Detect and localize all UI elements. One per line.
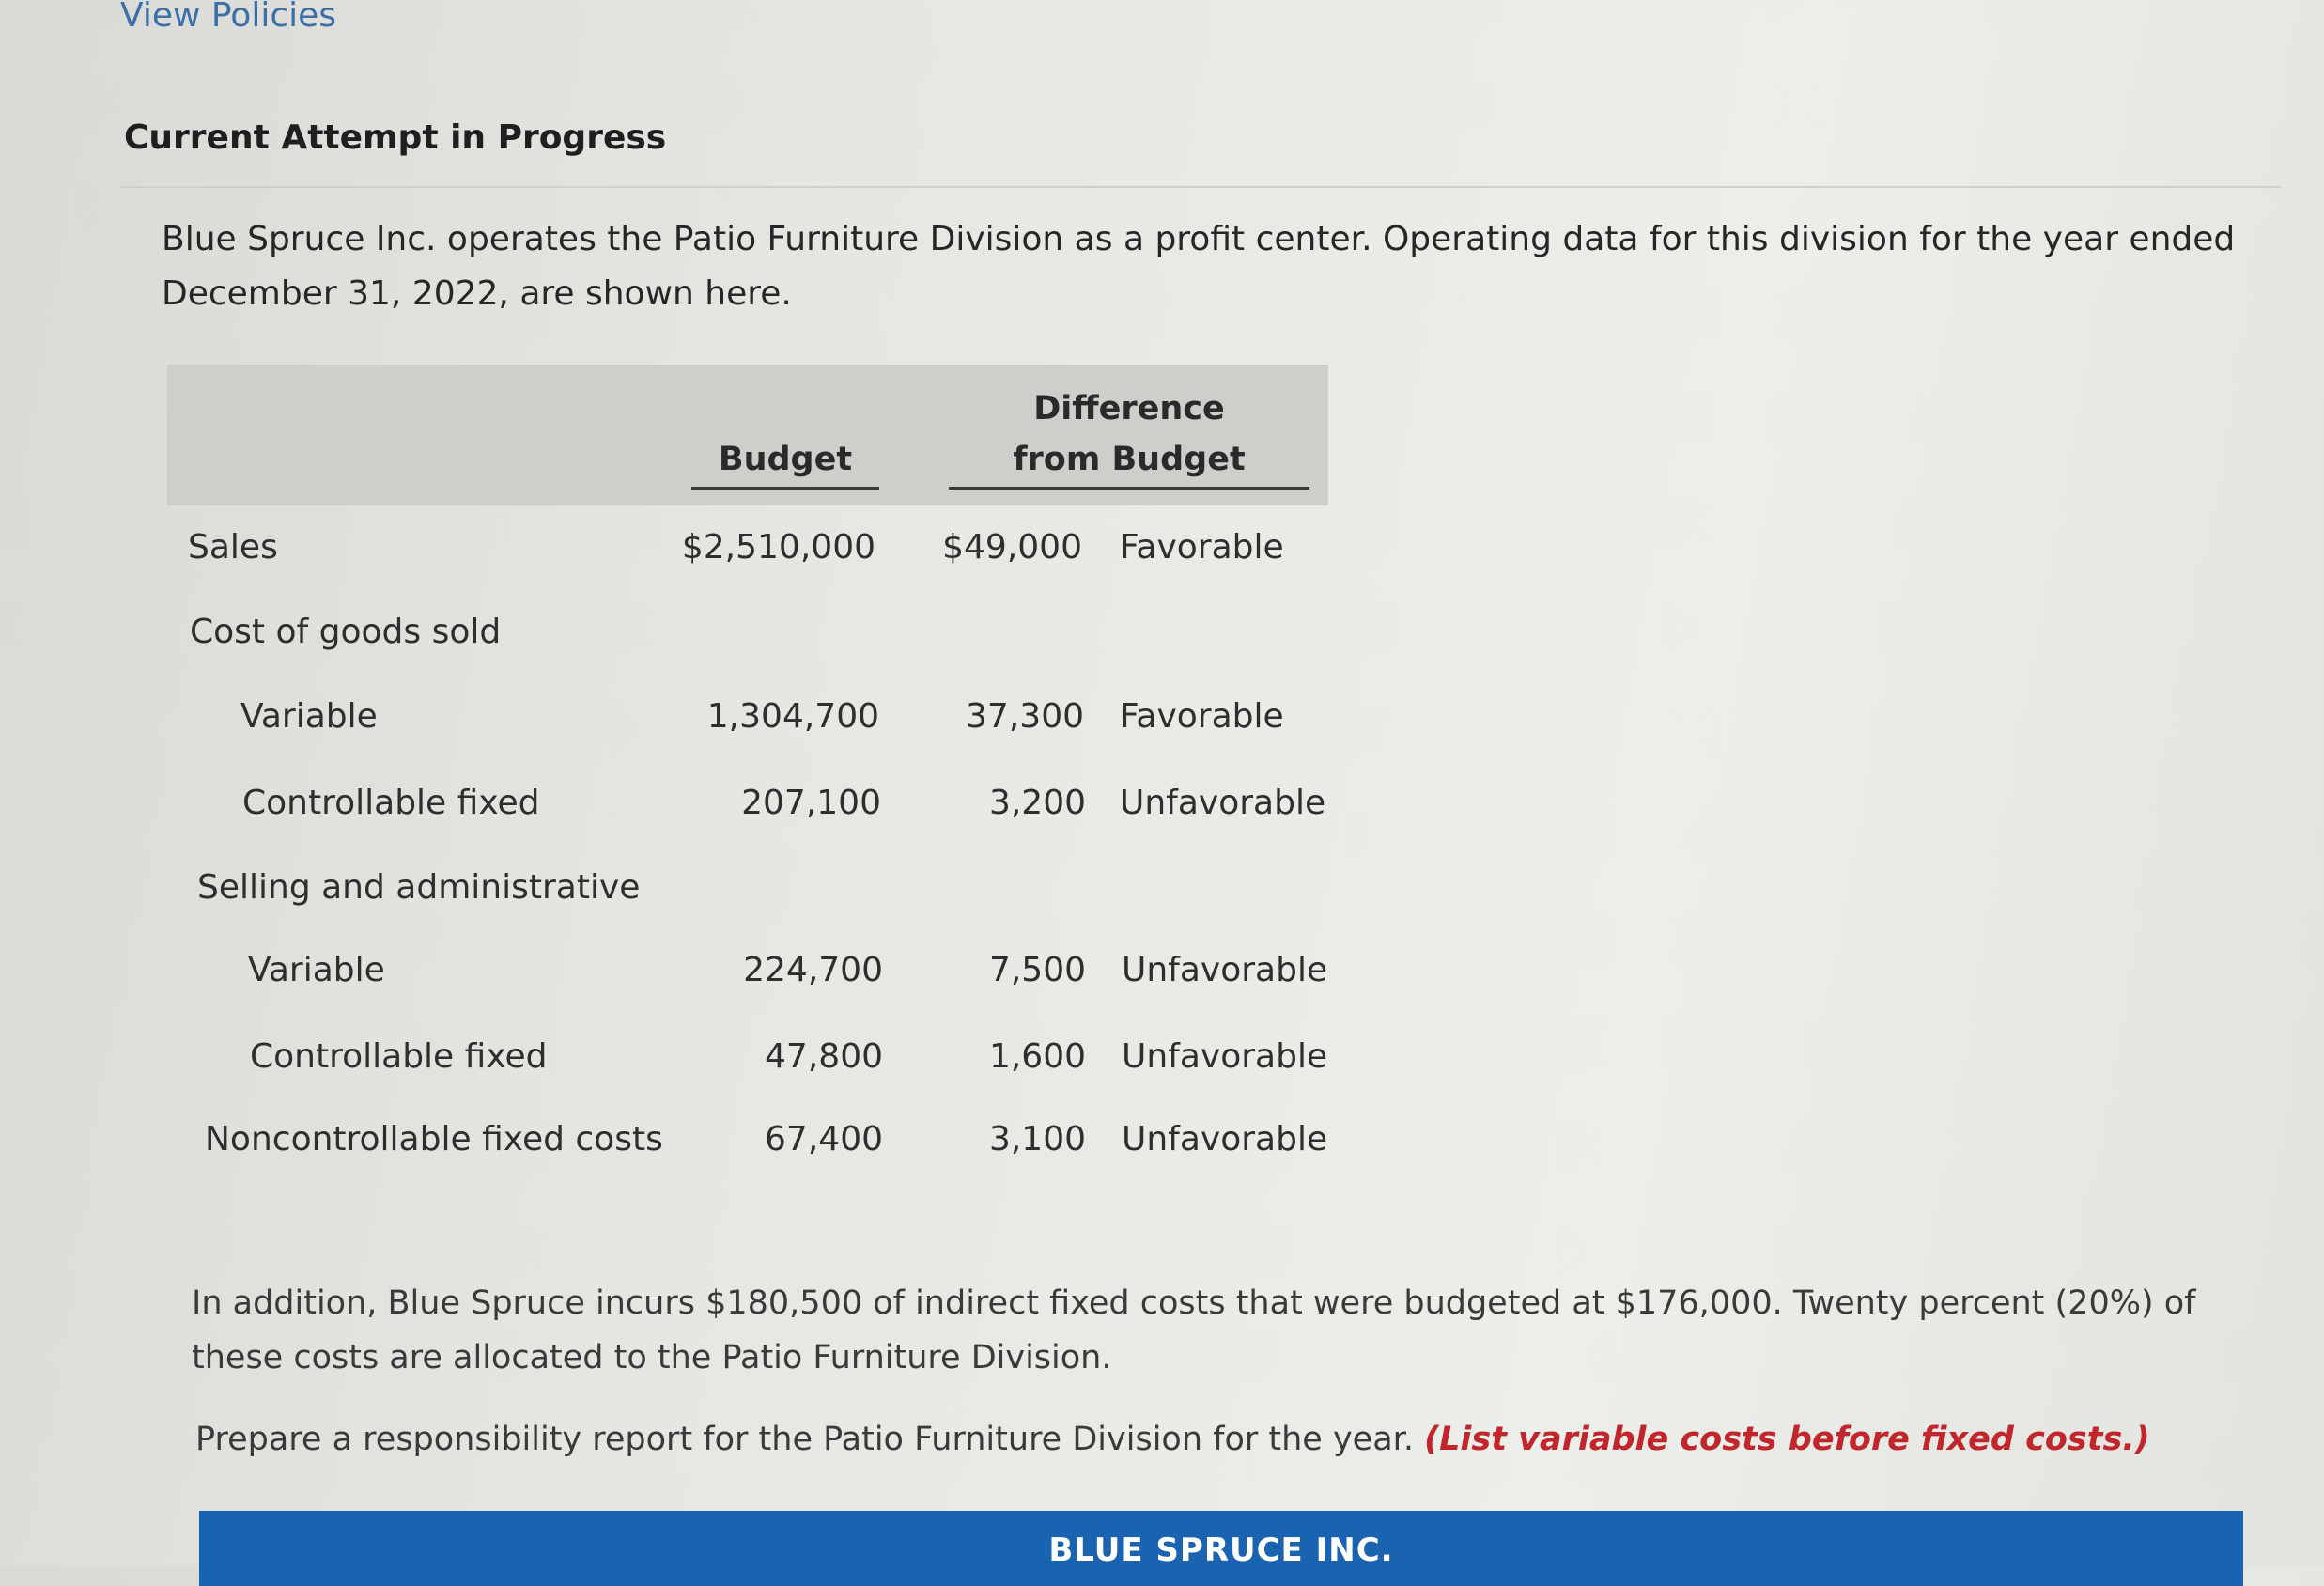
row-diff-sales: $49,000 (942, 528, 1082, 567)
row-budget-cogs-variable: 1,304,700 (706, 697, 879, 736)
row-label-cogs-controllable-fixed: Controllable fixed (242, 784, 540, 822)
column-header-difference-line1: Difference (1033, 390, 1225, 428)
row-diff-sa-variable: 7,500 (988, 951, 1086, 989)
row-budget-sa-controllable-fixed: 47,800 (765, 1037, 883, 1076)
row-status-cogs-variable: Favorable (1120, 697, 1284, 736)
row-label-noncontrollable: Noncontrollable fixed costs (205, 1120, 663, 1158)
row-label-selling-admin: Selling and administrative (197, 868, 641, 907)
row-diff-noncontrollable: 3,100 (988, 1120, 1086, 1158)
column-header-budget: Budget (691, 434, 879, 490)
column-header-difference-line2: from Budget (1013, 441, 1246, 478)
row-label-cogs: Cost of goods sold (190, 613, 502, 651)
row-budget-sa-variable: 224,700 (743, 951, 883, 989)
row-status-cogs-controllable-fixed: Unfavorable (1120, 784, 1326, 822)
row-status-sa-controllable-fixed: Unfavorable (1122, 1037, 1328, 1076)
row-diff-cogs-variable: 37,300 (966, 697, 1084, 736)
row-budget-cogs-controllable-fixed: 207,100 (741, 784, 881, 822)
report-company-name: BLUE SPRUCE INC. (1048, 1532, 1394, 1569)
section-divider (120, 186, 2281, 188)
row-budget-noncontrollable: 67,400 (765, 1120, 883, 1158)
row-diff-sa-controllable-fixed: 1,600 (988, 1037, 1086, 1076)
prepare-instruction (195, 1421, 2262, 1458)
row-label-cogs-variable: Variable (240, 697, 378, 736)
row-label-sa-variable: Variable (248, 951, 385, 989)
view-policies-link[interactable]: View Policies (120, 0, 337, 35)
problem-intro: Blue Spruce Inc. operates the Patio Furniture Division as a profit center. Operating data for this division for the year ended December 31, 2022, are shown here. (162, 220, 2236, 313)
row-diff-cogs-controllable-fixed: 3,200 (988, 784, 1086, 822)
row-budget-sales: $2,510,000 (681, 528, 875, 567)
row-status-sa-variable: Unfavorable (1122, 951, 1328, 989)
row-label-sa-controllable-fixed: Controllable fixed (250, 1037, 548, 1076)
row-label-sales: Sales (188, 528, 278, 567)
row-status-noncontrollable: Unfavorable (1122, 1120, 1328, 1158)
additional-info: In addition, Blue Spruce incurs $180,500 of indirect fixed costs that were budgeted at $176,000. Twenty percent (20%) of these costs are allocated to the Patio Furniture Division. (192, 1284, 2196, 1376)
attempt-title: Current Attempt in Progress (124, 118, 667, 157)
column-header-difference (949, 383, 1309, 490)
row-status-sales: Favorable (1120, 528, 1284, 567)
prepare-text: Prepare a responsibility report for the Patio Furniture Division for the year. (195, 1421, 1414, 1458)
prepare-emphasis: (List variable costs before fixed costs.) (1424, 1421, 2150, 1458)
